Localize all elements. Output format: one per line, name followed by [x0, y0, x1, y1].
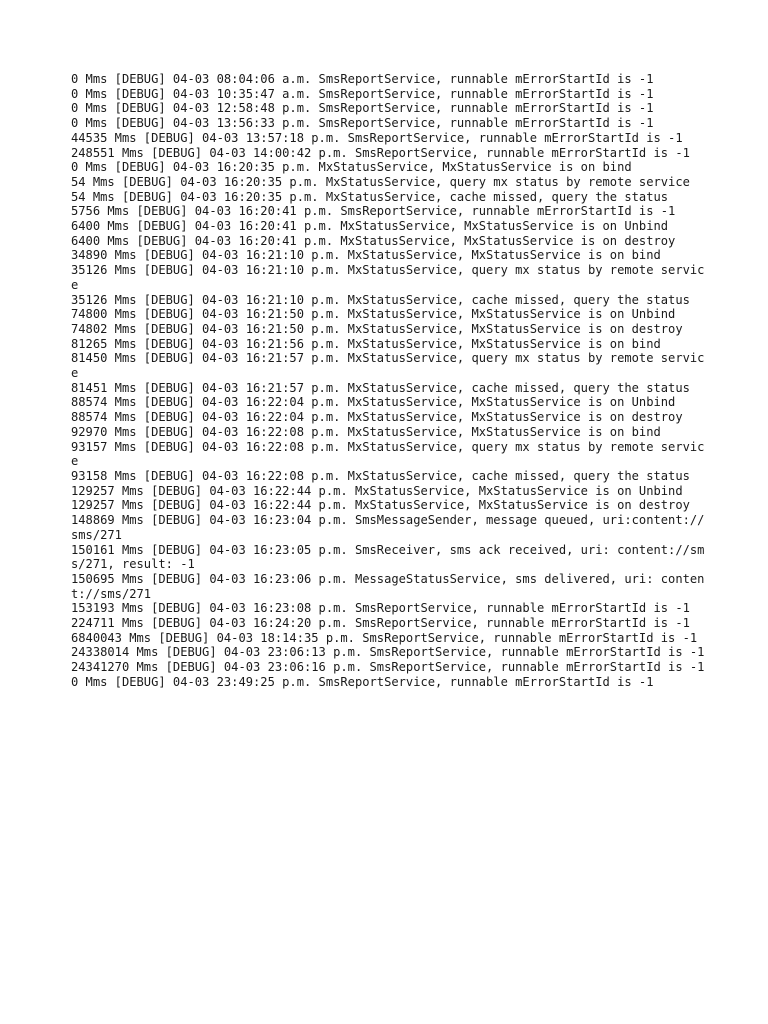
log-line: 0 Mms [DEBUG] 04-03 23:49:25 p.m. SmsReportService, runnable mErrorStartId is -1	[71, 674, 654, 689]
log-line: 93158 Mms [DEBUG] 04-03 16:22:08 p.m. MxStatusService, cache missed, query the status	[71, 468, 690, 483]
log-line: 93157 Mms [DEBUG] 04-03 16:22:08 p.m. MxStatusService, query mx status by remote service	[71, 439, 705, 469]
log-line: 92970 Mms [DEBUG] 04-03 16:22:08 p.m. MxStatusService, MxStatusService is on bind	[71, 424, 661, 439]
log-line: 88574 Mms [DEBUG] 04-03 16:22:04 p.m. MxStatusService, MxStatusService is on destroy	[71, 410, 683, 425]
log-line: 0 Mms [DEBUG] 04-03 10:35:47 a.m. SmsReportService, runnable mErrorStartId is -1	[71, 86, 654, 101]
log-line: 150695 Mms [DEBUG] 04-03 16:23:06 p.m. MessageStatusService, sms delivered, uri: content://sms/271	[71, 571, 705, 601]
log-line: 81450 Mms [DEBUG] 04-03 16:21:57 p.m. MxStatusService, query mx status by remote service	[71, 351, 705, 381]
log-line: 74802 Mms [DEBUG] 04-03 16:21:50 p.m. MxStatusService, MxStatusService is on destroy	[71, 321, 683, 336]
log-line: 81265 Mms [DEBUG] 04-03 16:21:56 p.m. MxStatusService, MxStatusService is on bind	[71, 336, 661, 351]
log-line: 35126 Mms [DEBUG] 04-03 16:21:10 p.m. MxStatusService, query mx status by remote service	[71, 263, 705, 292]
log-line: 24338014 Mms [DEBUG] 04-03 23:06:13 p.m. SmsReportService, runnable mErrorStartId is -1	[71, 645, 705, 660]
log-line: 150161 Mms [DEBUG] 04-03 16:23:05 p.m. SmsReceiver, sms ack received, uri: content://sms/271, result: -1	[71, 542, 705, 572]
log-line: 129257 Mms [DEBUG] 04-03 16:22:44 p.m. MxStatusService, MxStatusService is on destroy	[71, 498, 690, 513]
log-line: 0 Mms [DEBUG] 04-03 16:20:35 p.m. MxStatusService, MxStatusService is on bind	[71, 160, 632, 175]
log-line: 74800 Mms [DEBUG] 04-03 16:21:50 p.m. MxStatusService, MxStatusService is on Unbind	[71, 307, 676, 322]
log-line: 224711 Mms [DEBUG] 04-03 16:24:20 p.m. SmsReportService, runnable mErrorStartId is -1	[71, 616, 690, 631]
log-line: 6400 Mms [DEBUG] 04-03 16:20:41 p.m. MxStatusService, MxStatusService is on Unbind	[71, 219, 669, 234]
log-line: 248551 Mms [DEBUG] 04-03 14:00:42 p.m. SmsReportService, runnable mErrorStartId is -1	[71, 145, 690, 160]
log-line: 54 Mms [DEBUG] 04-03 16:20:35 p.m. MxStatusService, cache missed, query the status	[71, 189, 669, 204]
log-line: 88574 Mms [DEBUG] 04-03 16:22:04 p.m. MxStatusService, MxStatusService is on Unbind	[71, 395, 676, 410]
log-line: 6400 Mms [DEBUG] 04-03 16:20:41 p.m. MxStatusService, MxStatusService is on destroy	[71, 233, 676, 248]
log-page	[71, 72, 711, 690]
log-line: 35126 Mms [DEBUG] 04-03 16:21:10 p.m. MxStatusService, cache missed, query the status	[71, 292, 690, 307]
log-line: 0 Mms [DEBUG] 04-03 12:58:48 p.m. SmsReportService, runnable mErrorStartId is -1	[71, 101, 654, 116]
log-line: 24341270 Mms [DEBUG] 04-03 23:06:16 p.m. SmsReportService, runnable mErrorStartId is -1	[71, 660, 705, 675]
log-line: 129257 Mms [DEBUG] 04-03 16:22:44 p.m. MxStatusService, MxStatusService is on Unbind	[71, 483, 683, 498]
log-line: 54 Mms [DEBUG] 04-03 16:20:35 p.m. MxStatusService, query mx status by remote service	[71, 174, 690, 189]
log-line: 0 Mms [DEBUG] 04-03 08:04:06 a.m. SmsReportService, runnable mErrorStartId is -1	[71, 72, 654, 86]
log-line: 5756 Mms [DEBUG] 04-03 16:20:41 p.m. SmsReportService, runnable mErrorStartId is -1	[71, 204, 676, 219]
log-line: 0 Mms [DEBUG] 04-03 13:56:33 p.m. SmsReportService, runnable mErrorStartId is -1	[71, 116, 654, 131]
log-line: 153193 Mms [DEBUG] 04-03 16:23:08 p.m. SmsReportService, runnable mErrorStartId is -1	[71, 601, 690, 616]
log-line: 148869 Mms [DEBUG] 04-03 16:23:04 p.m. SmsMessageSender, message queued, uri:content://sms/271	[71, 513, 705, 542]
log-line: 81451 Mms [DEBUG] 04-03 16:21:57 p.m. MxStatusService, cache missed, query the status	[71, 380, 690, 395]
log-line: 6840043 Mms [DEBUG] 04-03 18:14:35 p.m. SmsReportService, runnable mErrorStartId is -1	[71, 630, 698, 645]
log-line: 34890 Mms [DEBUG] 04-03 16:21:10 p.m. MxStatusService, MxStatusService is on bind	[71, 248, 661, 263]
log-line: 44535 Mms [DEBUG] 04-03 13:57:18 p.m. SmsReportService, runnable mErrorStartId is -1	[71, 130, 683, 145]
